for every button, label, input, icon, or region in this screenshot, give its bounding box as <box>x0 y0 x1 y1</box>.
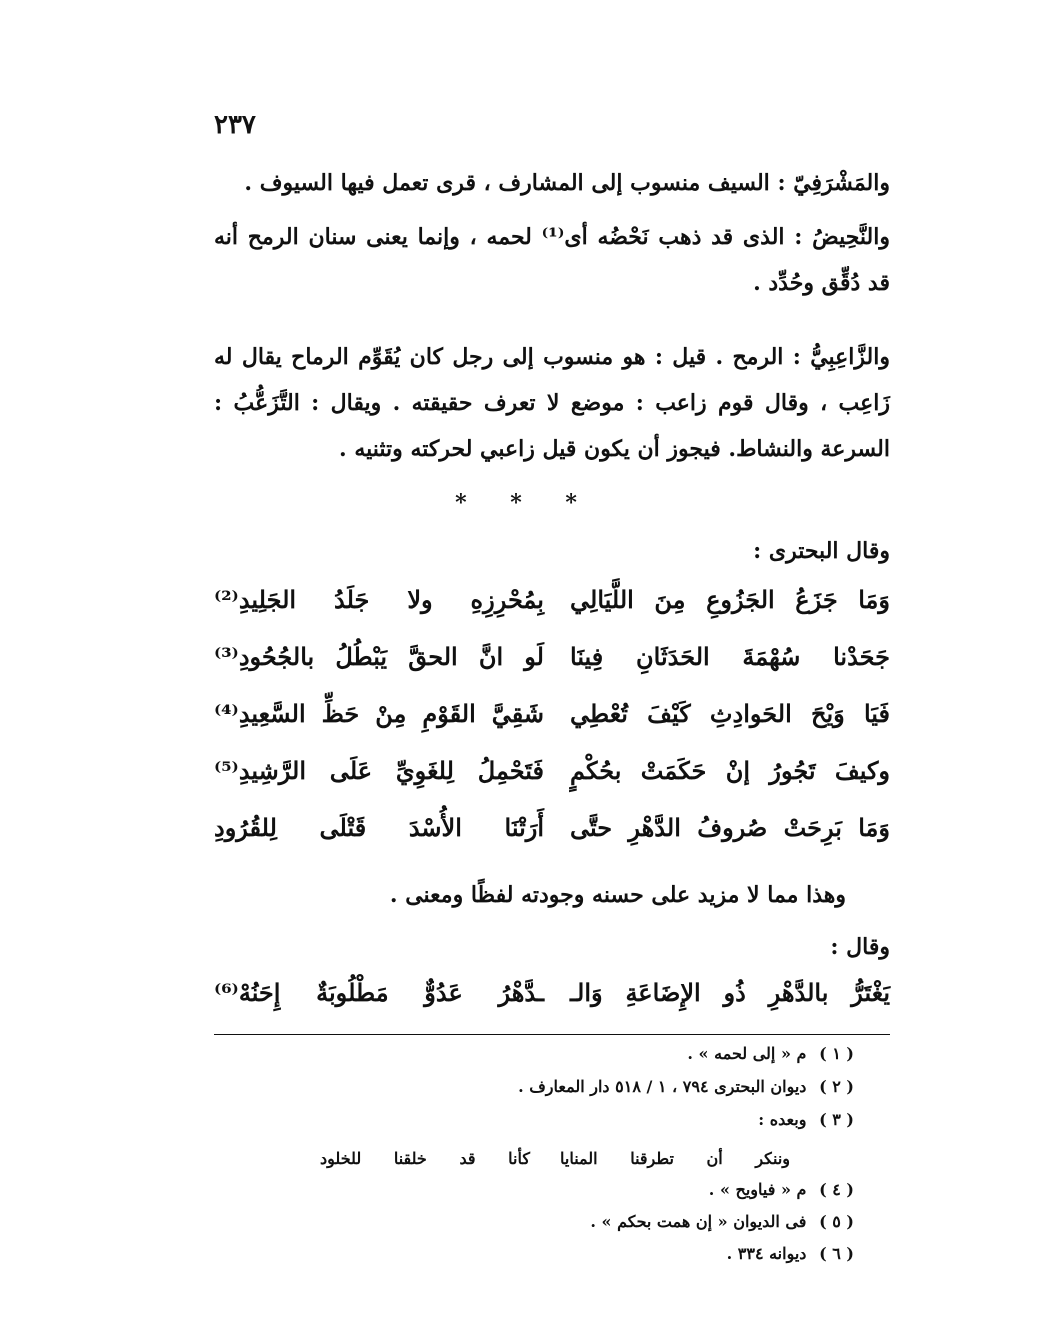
verse-second-hemistich: لَو انَّ الحقَّ يَبْطُلُ بالجُحُودِ⁽³⁾ <box>214 642 544 671</box>
verse-second-hemistich: فَتَحْمِلُ لِلغَوِيِّ عَلَى الرَّشِيدِ⁽⁵⁾ <box>214 756 544 785</box>
footnote <box>214 1180 854 1199</box>
verse-second-hemistich: كأنا قد خلقنا للخلود <box>320 1149 530 1168</box>
footnote-number: ( ٢ ) <box>819 1077 854 1096</box>
verse-line <box>214 585 890 625</box>
footnote-text: وبعده : <box>758 1110 807 1129</box>
section-divider-stars: * * * <box>455 490 595 516</box>
verse-line <box>214 699 890 739</box>
verse-first-hemistich: يَغْتَرُّ بالدَّهْرِ ذُو الإِضَاعَةِ وَالـ <box>570 978 890 1007</box>
verse-second-hemistich: أَرَتْنَا الأُسْدَ قَتْلَى لِلقُرُودِ <box>214 813 544 842</box>
footnote-text: فى الديوان « إن همت بحكم » . <box>590 1212 807 1231</box>
footnote-text: ديوان البحترى ٧٩٤ ، ١ / ٥١٨ دار المعارف . <box>518 1077 807 1096</box>
verse-first-hemistich: وَمَا بَرِحَتْ صُروفُ الدَّهْرِ حتَّى <box>570 813 890 842</box>
verse-line <box>214 813 890 853</box>
footnote-separator <box>214 1034 890 1035</box>
footnote-number: ( ١ ) <box>819 1044 854 1063</box>
paragraph-mashrafi: والمَشْرَفِيّ : السيف منسوب إلى المشارف ، قرى تعمل فيها السيوف . <box>244 170 890 196</box>
paragraph-zaibi: والزَّاعِبِيُّ : الرمح . قيل : هو منسوب إلى رجل كان يُقَوِّم الرماح يقال له زَاعِب ، وقال قوم زاعب : موضع لا تعرف حقيقته . ويقال : التَّزَعُّبُ : السرعة والنشاط. فيجوز أن يكون قيل زاعبي لحركته وتثنيه . <box>214 344 890 462</box>
verse-first-hemistich: وكيفَ تَجُورُ إنْ حَكَمَتْ بحُكْمٍ <box>570 756 890 785</box>
verse-first-hemistich: فَيَا وَيْحَ الحَوادِثِ كَيْفَ تُعْطِي <box>570 699 890 728</box>
footnote-number: ( ٣ ) <box>819 1110 854 1129</box>
commentary: وهذا مما لا مزيد على حسنه وجودته لفظًا ومعنى . <box>389 882 846 908</box>
footnote-text: م « فياويح » . <box>708 1180 807 1199</box>
footnote-verse <box>320 1149 790 1173</box>
footnote <box>214 1110 854 1129</box>
footnote <box>214 1244 854 1263</box>
verse-line <box>214 642 890 682</box>
intro-buhturi: وقال البحترى : <box>753 538 890 564</box>
verse-first-hemistich: جَحَدْنا سُهْمَةَ الحَدَثَانِ فِينَا <box>570 642 890 671</box>
footnote-number: ( ٥ ) <box>819 1212 854 1231</box>
footnote-text: ديوانه ٣٣٤ . <box>726 1244 807 1263</box>
verse-second-hemistich: شَقِيَّ القَوْمِ مِنْ حَظِّ السَّعِيدِ⁽⁴⁾ <box>214 699 544 728</box>
verse-second-hemistich: بِمُحْرِزِهِ ولا جَلَدُ الجَلِيدِ⁽²⁾ <box>214 585 544 614</box>
verse-line <box>214 756 890 796</box>
footnote-number: ( ٦ ) <box>819 1244 854 1263</box>
verse-first-hemistich: وننكر أن تطرقنا المنايا <box>560 1149 790 1168</box>
verse-first-hemistich: وَمَا جَزَعُ الجَزُوعِ مِنَ اللَّيَالِي <box>570 585 890 614</box>
paragraph-nahid: والنَّحِيضُ : الذى قد ذهب نَحْضُه أى⁽¹⁾ لحمه ، وإنما يعنى سنان الرمح أنه قد دُقِّق وحُدِّد . <box>214 224 890 296</box>
footnote <box>214 1212 854 1231</box>
verse-line-last <box>214 978 890 1018</box>
footnote <box>214 1044 854 1063</box>
intro-qala: وقال : <box>830 934 890 960</box>
footnote <box>214 1077 854 1096</box>
page-number: ٢٣٧ <box>214 110 256 140</box>
footnote-number: ( ٤ ) <box>819 1180 854 1199</box>
footnote-text: م « إلى لحمه » . <box>687 1044 807 1063</box>
verse-second-hemistich: ـدَّهْرُ عَدُوٌّ مَطْلُوبَةٌ إِحَنُهْ⁽⁶⁾ <box>214 978 544 1007</box>
